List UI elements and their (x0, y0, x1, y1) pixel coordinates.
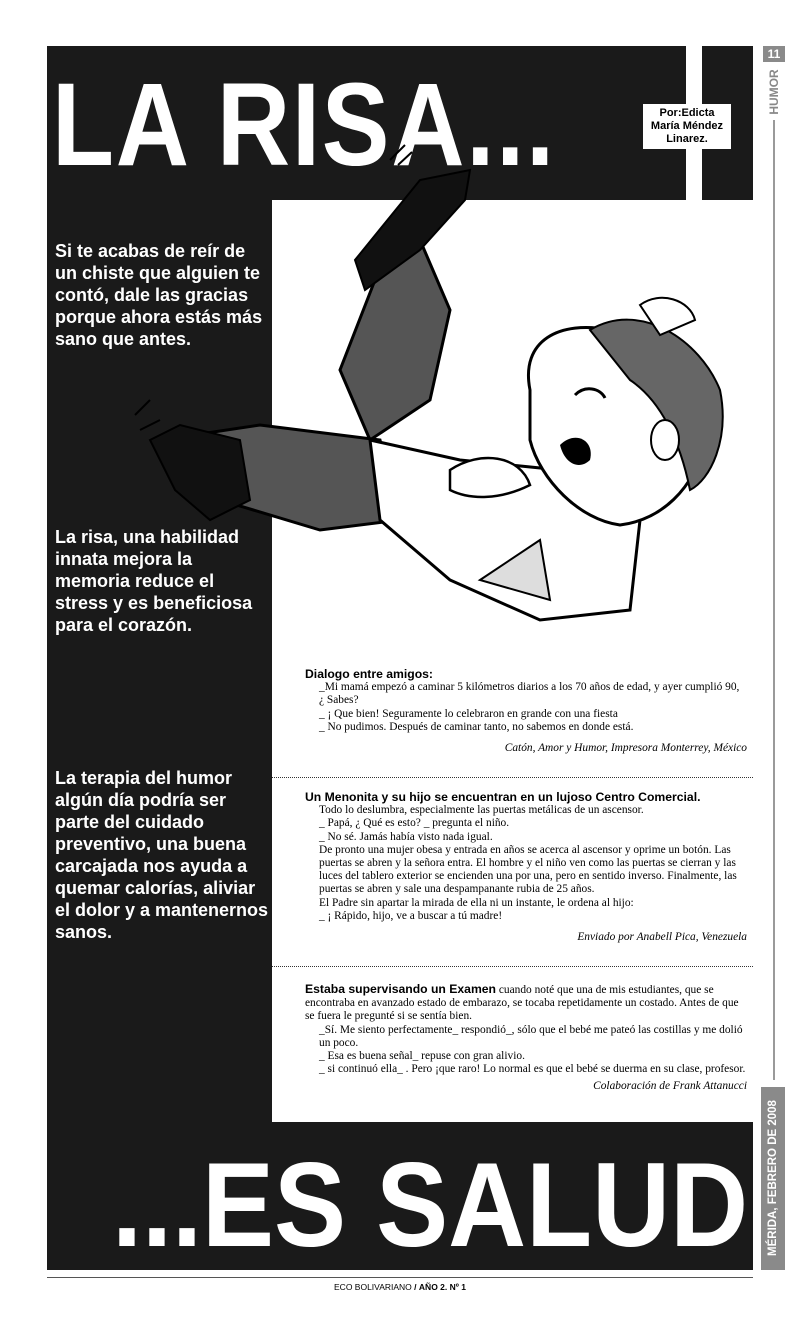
article-line: Todo lo deslumbra, especialmente las puertas metálicas de un ascensor. (319, 804, 644, 817)
article-line: _Mi mamá empezó a caminar 5 kilómetros diarios a los 70 años de edad, y ayer cumplió 90, ¿ Sabes? (319, 681, 740, 707)
article-line: _ ¡ Que bien! Seguramente lo celebraron en grande con una fiesta (319, 707, 618, 720)
footer-issue: AÑO 2. Nº 1 (418, 1282, 466, 1292)
page-number: 11 (763, 46, 785, 62)
date-text: MÉRIDA, FEBRERO DE 2008 (767, 1100, 779, 1256)
footer-rule (47, 1277, 753, 1278)
article-heading: Estaba supervisando un Examen (305, 982, 497, 996)
edge-rule (773, 120, 775, 1080)
section-label (762, 66, 786, 118)
article-line: _ ¡ Rápido, hijo, ve a buscar a tú madre! (319, 909, 503, 922)
article-heading: Dialogo entre amigos: (305, 667, 433, 681)
article-credit: Enviado por Anabell Pica, Venezuela (577, 931, 747, 944)
article-intro: cuando noté que una de mis estudiantes, que se encontraba en avanzado estado de embarazo, se tocaba repetidamente un costado. Antes de que se fuera le pregunté si se sentía bien. (305, 984, 739, 1023)
article-dialogo (305, 668, 747, 755)
article-line: _ No sé. Jamás había visto nada igual. (319, 830, 493, 843)
page-title: LA RISA... (52, 59, 556, 191)
byline-line: María Méndez (650, 120, 724, 132)
byline-line: Linarez. (666, 133, 708, 145)
article-line: _ si continuó ella_ . Pero ¡que raro! Lo normal es que el bebé se duerma en su clase, profesor. (319, 1063, 746, 1076)
footer-separator: / (414, 1282, 417, 1292)
article-line: De pronto una mujer obesa y entrada en años se acerca al ascensor y oprime un botón. Las puertas se abren y la señora entra. El hombre y el niño ven como las puertas se cierran y las luces del tablero exterior se encienden una por una, pero en sentido inverso. Finalmente, las puertas se abren y sale una despampanante rubia de 25 años. (319, 843, 737, 896)
article-line: _ Papá, ¿ Qué es esto? _ pregunta el niño. (319, 817, 510, 830)
article-line: _Sí. Me siento perfectamente_ respondió_, sólo que el bebé me pateó las costillas y me dolió un poco. (319, 1023, 743, 1049)
dotted-divider (272, 777, 753, 778)
footer-publication: ECO BOLIVARIANO (334, 1282, 412, 1292)
section-label-text: HUMOR (767, 69, 781, 115)
sidebar-quote-1: Si te acabas de reír de un chiste que alguien te contó, dale las gracias porque ahora estás más sano que antes. (55, 241, 263, 349)
article-credit: Catón, Amor y Humor, Impresora Monterrey, México (504, 742, 747, 755)
sidebar-quote-2: La risa, una habilidad innata mejora la memoria reduce el stress y es beneficiosa para el corazón. (55, 527, 253, 635)
sidebar-quote-3: La terapia del humor algún día podría ser parte del cuidado preventivo, una buena carcajada nos ayuda a quemar calorías, aliviar el dolor y a mantenernos sanos. (55, 768, 269, 942)
footer (47, 1282, 753, 1292)
byline-line: Por:Edicta (659, 107, 715, 119)
article-line: El Padre sin apartar la mirada de ella ni un instante, le ordena al hijo: (319, 896, 634, 909)
article-credit: Colaboración de Frank Attanucci (593, 1080, 747, 1093)
bottom-title: ...ES SALUD (112, 1138, 749, 1272)
article-examen (305, 983, 747, 1094)
article-menonita (305, 791, 747, 944)
article-line: _ No pudimos. Después de caminar tanto, no sabemos en donde está. (319, 720, 634, 733)
article-line: _ Esa es buena señal_ repuse con gran alivio. (319, 1050, 525, 1063)
date-tab (761, 1087, 785, 1270)
dotted-divider (272, 966, 753, 967)
article-heading: Un Menonita y su hijo se encuentran en un lujoso Centro Comercial. (305, 790, 701, 804)
